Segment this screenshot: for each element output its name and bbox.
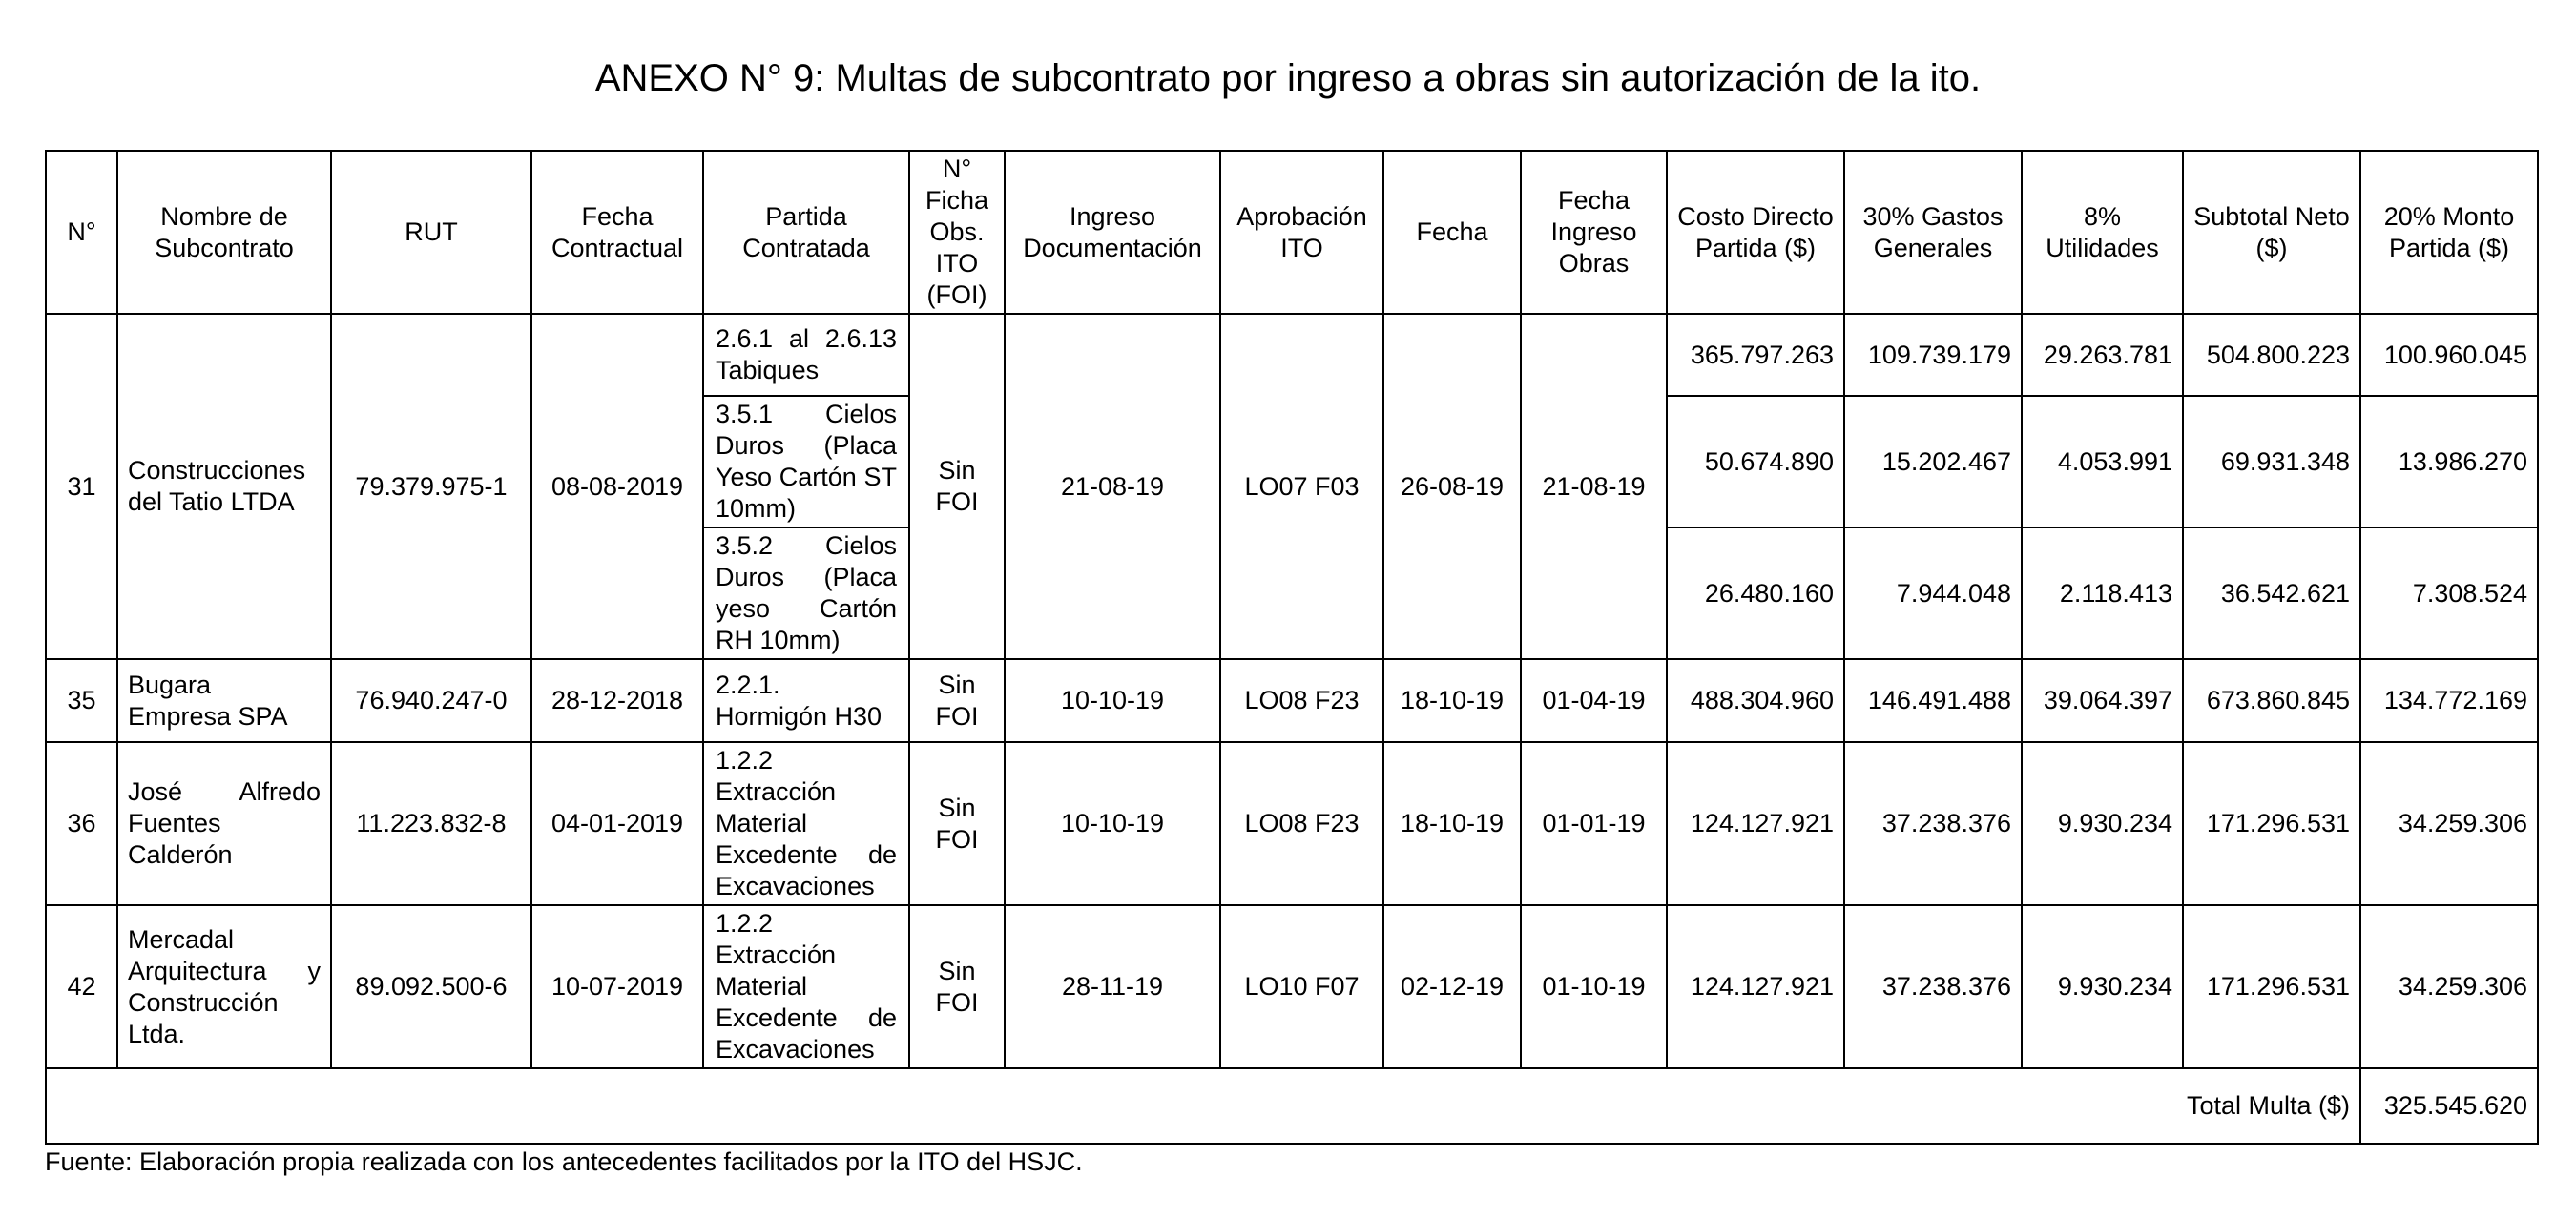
header-rut: RUT	[331, 151, 531, 314]
cell-monto: 100.960.045	[2360, 314, 2538, 396]
cell-ingreso-documentacion: 10-10-19	[1005, 742, 1220, 905]
header-subtotal: Subtotal Neto ($)	[2183, 151, 2360, 314]
cell-n: 31	[46, 314, 117, 659]
header-ingreso-documentacion: Ingreso Documentación	[1005, 151, 1220, 314]
cell-gastos: 7.944.048	[1844, 527, 2022, 659]
cell-fecha: 18-10-19	[1383, 659, 1521, 742]
cell-partida: 2.6.1 al 2.6.13 Tabiques	[703, 314, 909, 396]
cell-n: 35	[46, 659, 117, 742]
cell-nombre: José Alfredo Fuentes Calderón	[117, 742, 331, 905]
cell-utilidades: 29.263.781	[2022, 314, 2183, 396]
cell-fecha-contractual: 08-08-2019	[531, 314, 703, 659]
cell-utilidades: 4.053.991	[2022, 396, 2183, 527]
cell-fecha-contractual: 04-01-2019	[531, 742, 703, 905]
cell-gastos: 109.739.179	[1844, 314, 2022, 396]
table-row	[46, 659, 2538, 742]
header-gastos: 30% Gastos Generales	[1844, 151, 2022, 314]
header-fecha-contractual: Fecha Contractual	[531, 151, 703, 314]
cell-nombre: Mercadal Arquitectura y Construcción Ltda.	[117, 905, 331, 1068]
header-fecha-ingreso: Fecha Ingreso Obras	[1521, 151, 1667, 314]
cell-fecha-ingreso: 01-10-19	[1521, 905, 1667, 1068]
cell-gastos: 37.238.376	[1844, 742, 2022, 905]
cell-gastos: 37.238.376	[1844, 905, 2022, 1068]
cell-monto: 13.986.270	[2360, 396, 2538, 527]
cell-aprobacion: LO08 F23	[1220, 659, 1383, 742]
cell-rut: 89.092.500-6	[331, 905, 531, 1068]
header-monto: 20% Monto Partida ($)	[2360, 151, 2538, 314]
cell-utilidades: 9.930.234	[2022, 905, 2183, 1068]
cell-costo: 50.674.890	[1667, 396, 1844, 527]
cell-monto: 7.308.524	[2360, 527, 2538, 659]
header-fecha: Fecha	[1383, 151, 1521, 314]
cell-costo: 124.127.921	[1667, 742, 1844, 905]
header-partida: Partida Contratada	[703, 151, 909, 314]
cell-ingreso-documentacion: 21-08-19	[1005, 314, 1220, 659]
cell-partida: 3.5.1 Cielos Duros (Placa Yeso Cartón ST 10mm)	[703, 396, 909, 527]
cell-ficha: Sin FOI	[909, 905, 1005, 1068]
cell-partida: 1.2.2 Extracción Material Excedente de Excavaciones	[703, 742, 909, 905]
cell-monto: 134.772.169	[2360, 659, 2538, 742]
cell-costo: 488.304.960	[1667, 659, 1844, 742]
cell-n: 36	[46, 742, 117, 905]
header-utilidades: 8% Utilidades	[2022, 151, 2183, 314]
table-row	[46, 905, 2538, 1068]
cell-subtotal: 171.296.531	[2183, 742, 2360, 905]
cell-nombre: Bugara Empresa SPA	[117, 659, 331, 742]
table-header-row	[46, 151, 2538, 314]
header-ficha: N° Ficha Obs. ITO (FOI)	[909, 151, 1005, 314]
cell-fecha-ingreso: 01-01-19	[1521, 742, 1667, 905]
table-row	[46, 742, 2538, 905]
table-row	[46, 314, 2538, 396]
cell-ingreso-documentacion: 10-10-19	[1005, 659, 1220, 742]
cell-subtotal: 673.860.845	[2183, 659, 2360, 742]
cell-costo: 365.797.263	[1667, 314, 1844, 396]
cell-subtotal: 171.296.531	[2183, 905, 2360, 1068]
cell-rut: 11.223.832-8	[331, 742, 531, 905]
cell-nombre: Construcciones del Tatio LTDA	[117, 314, 331, 659]
source-note: Fuente: Elaboración propia realizada con los antecedentes facilitados por la ITO del HSJC.	[45, 1147, 1083, 1176]
fines-table	[45, 150, 2539, 1145]
cell-fecha-ingreso: 01-04-19	[1521, 659, 1667, 742]
cell-fecha-ingreso: 21-08-19	[1521, 314, 1667, 659]
cell-ingreso-documentacion: 28-11-19	[1005, 905, 1220, 1068]
total-row	[46, 1068, 2538, 1144]
cell-aprobacion: LO08 F23	[1220, 742, 1383, 905]
cell-partida: 3.5.2 Cielos Duros (Placa yeso Cartón RH 10mm)	[703, 527, 909, 659]
cell-costo: 26.480.160	[1667, 527, 1844, 659]
cell-utilidades: 39.064.397	[2022, 659, 2183, 742]
cell-monto: 34.259.306	[2360, 905, 2538, 1068]
cell-fecha-contractual: 28-12-2018	[531, 659, 703, 742]
cell-costo: 124.127.921	[1667, 905, 1844, 1068]
cell-gastos: 15.202.467	[1844, 396, 2022, 527]
cell-utilidades: 2.118.413	[2022, 527, 2183, 659]
header-n: N°	[46, 151, 117, 314]
cell-subtotal: 69.931.348	[2183, 396, 2360, 527]
cell-ficha: Sin FOI	[909, 314, 1005, 659]
total-value: 325.545.620	[2360, 1068, 2538, 1144]
cell-ficha: Sin FOI	[909, 659, 1005, 742]
cell-partida: 1.2.2 Extracción Material Excedente de Excavaciones	[703, 905, 909, 1068]
cell-ficha: Sin FOI	[909, 742, 1005, 905]
cell-partida: 2.2.1. Hormigón H30	[703, 659, 909, 742]
cell-rut: 76.940.247-0	[331, 659, 531, 742]
header-nombre: Nombre de Subcontrato	[117, 151, 331, 314]
cell-gastos: 146.491.488	[1844, 659, 2022, 742]
cell-fecha-contractual: 10-07-2019	[531, 905, 703, 1068]
cell-monto: 34.259.306	[2360, 742, 2538, 905]
cell-aprobacion: LO10 F07	[1220, 905, 1383, 1068]
cell-subtotal: 504.800.223	[2183, 314, 2360, 396]
page-title: ANEXO N° 9: Multas de subcontrato por ingreso a obras sin autorización de la ito.	[594, 57, 1982, 99]
total-label: Total Multa ($)	[46, 1068, 2360, 1144]
cell-subtotal: 36.542.621	[2183, 527, 2360, 659]
cell-n: 42	[46, 905, 117, 1068]
header-aprobacion: Aprobación ITO	[1220, 151, 1383, 314]
cell-fecha: 18-10-19	[1383, 742, 1521, 905]
cell-utilidades: 9.930.234	[2022, 742, 2183, 905]
cell-aprobacion: LO07 F03	[1220, 314, 1383, 659]
cell-fecha: 02-12-19	[1383, 905, 1521, 1068]
cell-rut: 79.379.975-1	[331, 314, 531, 659]
header-costo: Costo Directo Partida ($)	[1667, 151, 1844, 314]
cell-fecha: 26-08-19	[1383, 314, 1521, 659]
